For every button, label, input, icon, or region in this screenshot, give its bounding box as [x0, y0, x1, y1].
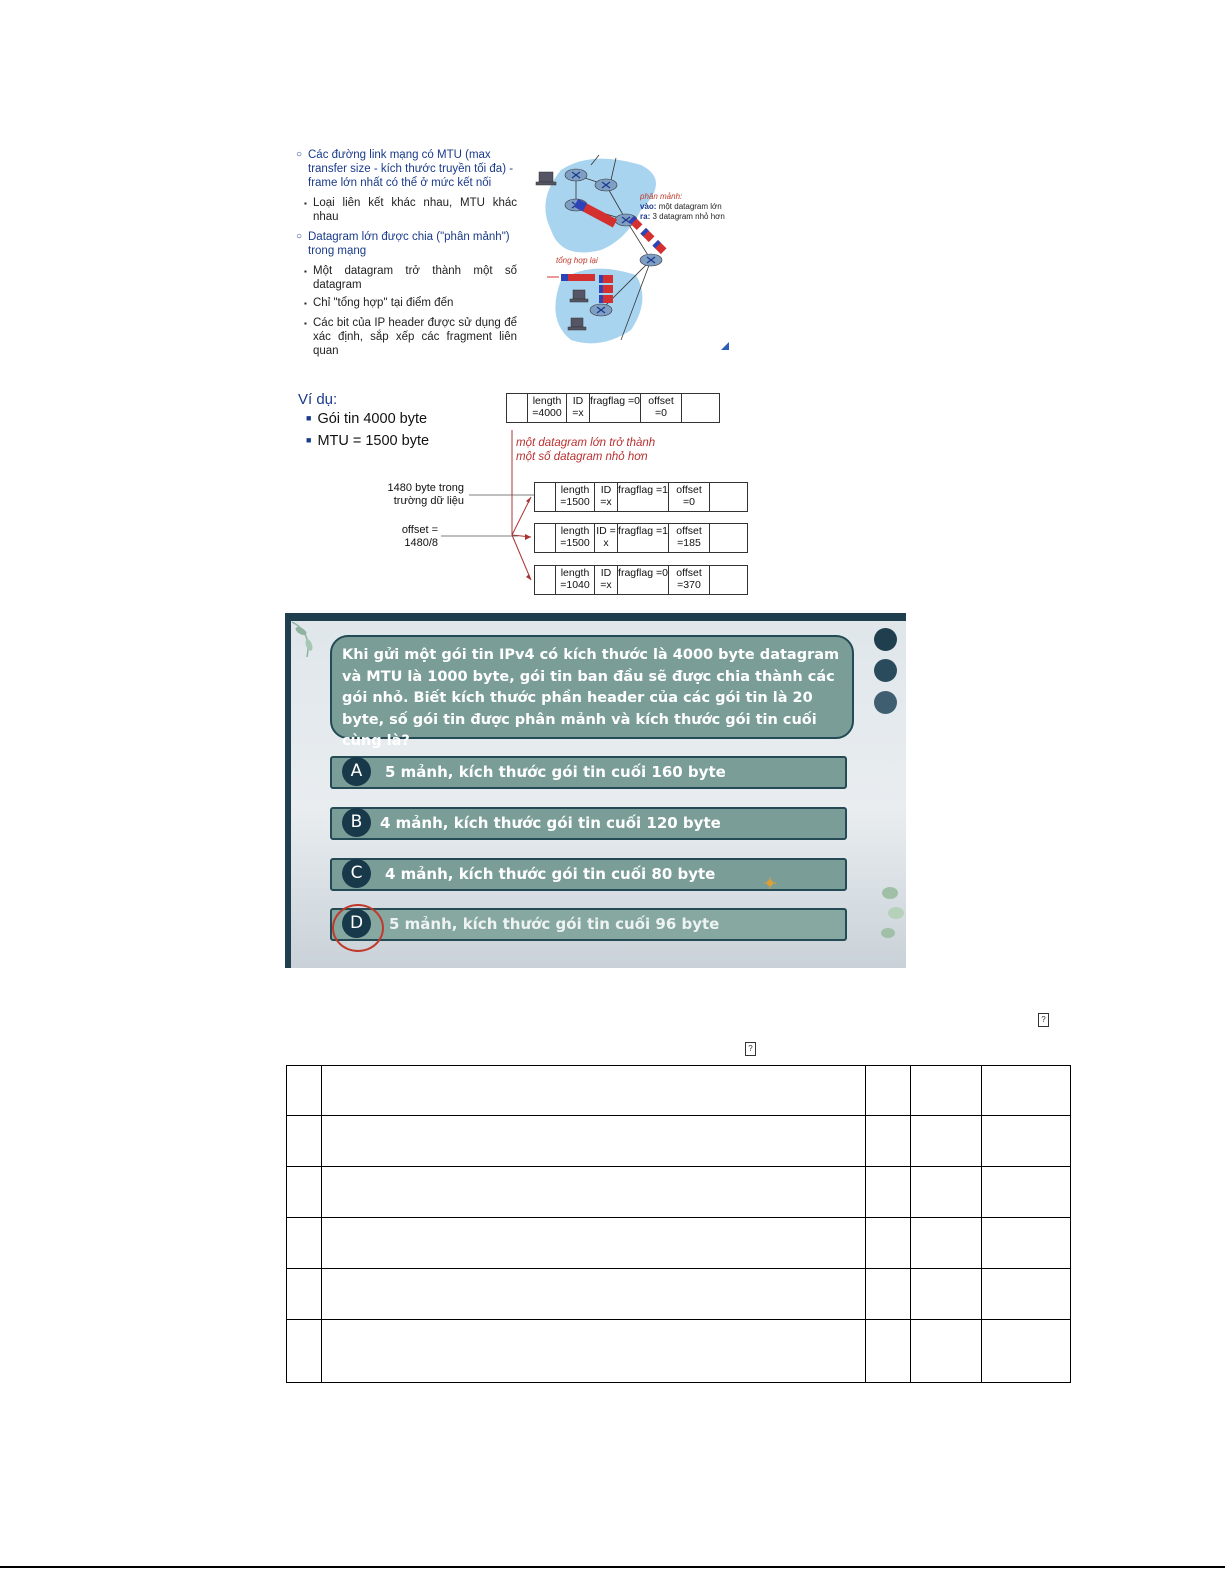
bullet-link-types: ▪ Loại liên kết khác nhau, MTU khác nhau [304, 197, 517, 223]
example-bullet-mtu: ■ MTU = 1500 byte [306, 433, 430, 449]
note-red-line-1: một datagram lớn trở thành [516, 437, 656, 449]
nav-dot-1[interactable] [874, 628, 897, 651]
note-offset: offset = 1480/8 [401, 524, 438, 549]
footer-rule [0, 1566, 1225, 1568]
option-c-letter: C [342, 859, 371, 888]
question-text: Khi gửi một gói tin IPv4 có kích thước là 4000 byte datagram và MTU là 1000 byte, gói tin ban đầu sẽ được chia thành các gói nhỏ. Biết kích thước phần header của các gói tin là 20 byte, số gói tin được phân mảnh và kích thước gói tin cuối cùng là? [342, 647, 840, 749]
label-in: vào: một datagram lớn [640, 202, 722, 211]
note-red-line-2: một số datagram nhỏ hơn [516, 451, 648, 463]
table-row [287, 1320, 1071, 1383]
option-d[interactable] [330, 908, 847, 941]
cursor-sparkle-icon [763, 876, 777, 890]
example-title: Ví dụ: [298, 391, 338, 408]
selected-answer-circle [332, 904, 384, 952]
option-d-text: 5 mảnh, kích thước gói tin cuối 96 byte [389, 915, 720, 933]
option-a-letter: A [342, 757, 371, 786]
option-b-letter: B [342, 808, 371, 837]
nav-dot-2[interactable] [874, 659, 897, 682]
bullet-mtu: ○ Các đường link mạng có MTU (max transfer size - kích thước truyền tối đa) - frame lớn nhất có thể ở mức kết nối [296, 149, 514, 189]
leaf-decoration-right-icon [870, 878, 906, 948]
option-a-text: 5 mảnh, kích thước gói tin cuối 160 byte [385, 763, 726, 781]
fragmentation-slide [286, 140, 746, 365]
label-reassembly: tổng hợp lại [556, 256, 598, 265]
bullet-reassembly: ▪ Chỉ "tổng hợp" tại điểm đến [304, 297, 454, 309]
question-box [330, 635, 854, 749]
fragment-2: length =1500 ID = x fragflag =1 offset =185 [534, 523, 748, 553]
fragmentation-example [286, 385, 756, 600]
slide-top-bar [285, 613, 906, 621]
table-row [287, 1167, 1071, 1218]
table-row [287, 1269, 1071, 1320]
example-bullet-packet-size: ■ Gói tin 4000 byte [306, 411, 428, 427]
note-data-field: 1480 byte trong trường dữ liệu [387, 482, 464, 507]
fragment-1: length =1500 ID =x fragflag =1 offset =0 [534, 482, 748, 512]
table-row [287, 1066, 1071, 1116]
table-row [287, 1218, 1071, 1269]
quiz-slide [285, 613, 906, 968]
label-fragmentation: phân mảnh: [640, 192, 683, 201]
original-packet: length =4000 ID =x fragflag =0 offset =0 [506, 393, 720, 423]
option-b[interactable] [330, 807, 847, 840]
fragment-3: length =1040 ID =x fragflag =0 offset =370 [534, 565, 748, 595]
empty-table [286, 1065, 1071, 1383]
bullet-ip-header: ▪ Các bit của IP header được sử dụng để xác định, sắp xếp các fragment liên quan [304, 317, 517, 357]
placeholder-glyph-1: ? [1038, 1013, 1049, 1027]
label-out: ra: 3 datagram nhỏ hơn [640, 212, 725, 221]
option-a[interactable] [330, 756, 847, 789]
bullet-one-to-many: ▪ Một datagram trở thành một số datagram [304, 265, 517, 291]
option-c-text: 4 mảnh, kích thước gói tin cuối 80 byte [385, 865, 716, 883]
option-b-text: 4 mảnh, kích thước gói tin cuối 120 byte [380, 814, 721, 832]
nav-dot-3[interactable] [874, 691, 897, 714]
bullet-datagram-split: ○ Datagram lớn được chia ("phân mảnh") trong mạng [296, 231, 510, 257]
leaf-decoration-icon [287, 617, 327, 677]
option-d-letter: D [342, 909, 371, 938]
placeholder-glyph-2: ? [745, 1042, 756, 1056]
table-row [287, 1116, 1071, 1167]
